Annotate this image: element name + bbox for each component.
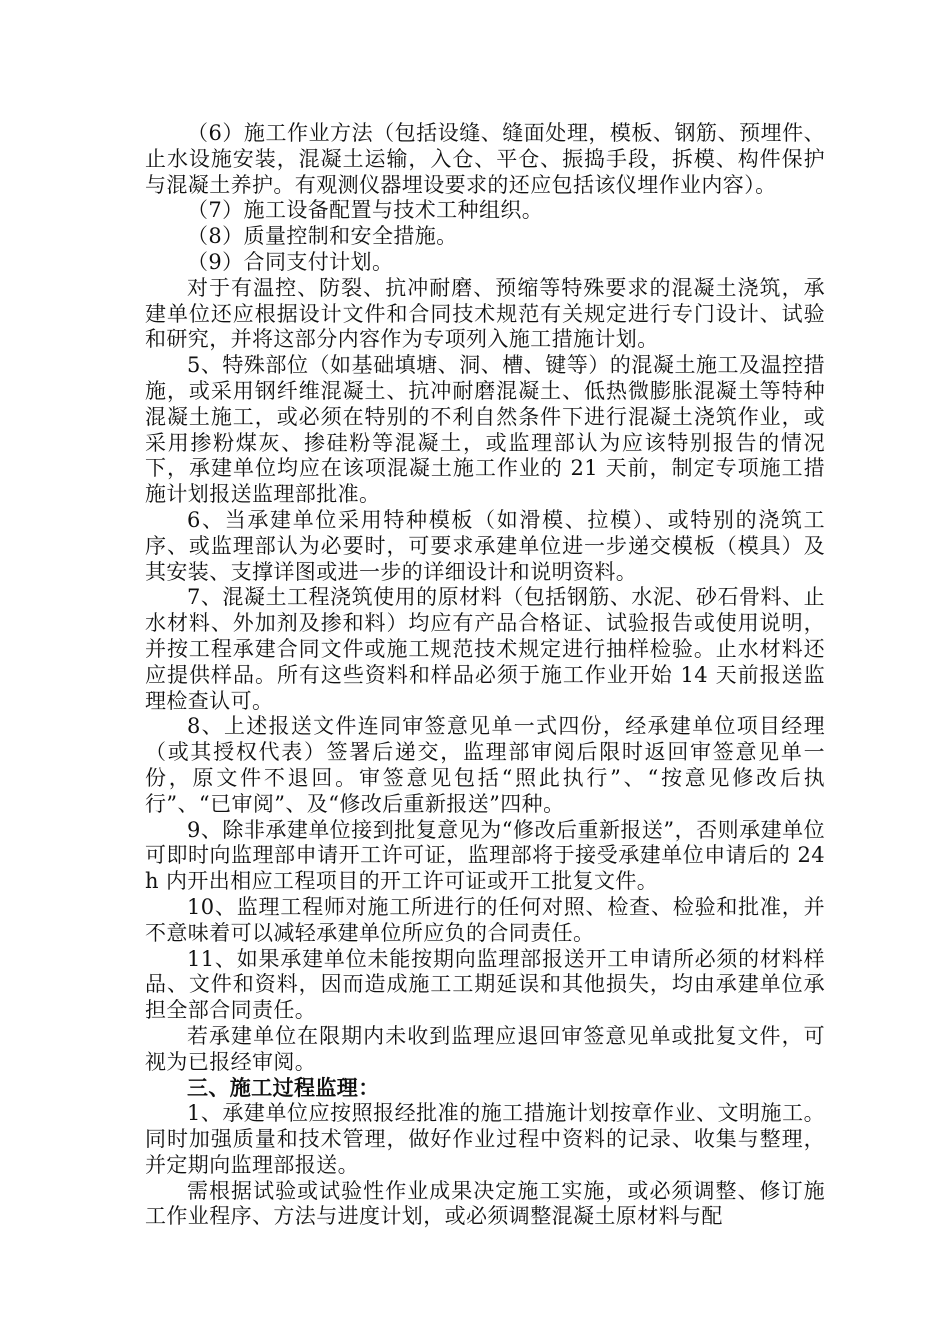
paragraph-deemed-reviewed: 若承建单位在限期内未收到监理应退回审签意见单或批复文件，可视为已报经审阅。 <box>145 1023 825 1074</box>
paragraph-equipment: （7）施工设备配置与技术工种组织。 <box>187 198 544 223</box>
paragraph-special-requirements: 对于有温控、防裂、抗冲耐磨、预缩等特殊要求的混凝土浇筑，承建单位还应根据设计文件和合同技术规范有关规定进行专门设计、试验和研究，并将这部分内容作为专项列入施工措施计划。 <box>145 275 825 352</box>
paragraph-item-10: 10、监理工程师对施工所进行的任何对照、检查、检验和批准，并不意味着可以减轻承建单位所应负的合同责任。 <box>145 894 825 945</box>
paragraph-adjustment: 需根据试验或试验性作业成果决定施工实施，或必须调整、修订施工作业程序、方法与进度计划，或必须调整混凝土原材料与配 <box>145 1178 825 1229</box>
section-heading: 三、施工过程监理： <box>187 1075 380 1101</box>
paragraph-construction-method: （6）施工作业方法（包括设缝、缝面处理，模板、钢筋、预埋件、止水设施安装，混凝土运输，入仓、平仓、振捣手段，拆模、构件保护与混凝土养护。有观测仪器埋设要求的还应包括该仪埋作业内容）。 <box>145 121 825 197</box>
paragraph-item-7: 7、混凝土工程浇筑使用的原材料（包括钢筋、水泥、砂石骨料、止水材料、外加剂及掺和料）均应有产品合格证、试验报告或使用说明，并按工程承建合同文件或施工规范技术规定进行抽样检验。止水材料还应提供样品。所有这些资料和样品必须于施工作业开始 14 天前报送监理检查认可。 <box>145 585 825 713</box>
paragraph-item-5: 5、特殊部位（如基础填塘、洞、槽、键等）的混凝土施工及温控措施，或采用钢纤维混凝土、抗冲耐磨混凝土、低热微膨胀混凝土等特种混凝土施工，或必须在特别的不利自然条件下进行混凝土浇筑作业，或采用掺粉煤灰、掺硅粉等混凝土，或监理部认为应该特别报告的情况下，承建单位均应在该项混凝土施工作业的 21 天前，制定专项施工措施计划报送监理部批准。 <box>145 353 825 507</box>
paragraph-item-8: 8、上述报送文件连同审签意见单一式四份，经承建单位项目经理（或其授权代表）签署后递交，监理部审阅后限时返回审签意见单一份，原文件不退回。审签意见包括“照此执行”、“按意见修改后执行”、“已审阅”、及“修改后重新报送”四种。 <box>145 714 825 816</box>
paragraph-quality-safety: （8）质量控制和安全措施。 <box>187 224 458 249</box>
paragraph-item-11: 11、如果承建单位未能按期向监理部报送开工申请所必须的材料样品、文件和资料，因而造成施工工期延误和其他损失，均由承建单位承担全部合同责任。 <box>145 946 825 1023</box>
paragraph-item-9: 9、除非承建单位接到批复意见为“修改后重新报送”，否则承建单位可即时向监理部申请开工许可证，监理部将于接受承建单位申请后的 24h 内开出相应工程项目的开工许可证或开工批复文件。 <box>145 817 825 894</box>
document-page <box>145 121 825 1230</box>
paragraph-payment-plan: （9）合同支付计划。 <box>187 249 394 274</box>
paragraph-process-item-1: 1、承建单位应按照报经批准的施工措施计划按章作业、文明施工。同时加强质量和技术管理，做好作业过程中资料的记录、收集与整理，并定期向监理部报送。 <box>145 1101 825 1177</box>
paragraph-item-6: 6、当承建单位采用特种模板（如滑模、拉模）、或特别的浇筑工序、或监理部认为必要时，可要求承建单位进一步递交模板（模具）及其安装、支撑详图或进一步的详细设计和说明资料。 <box>145 507 825 584</box>
